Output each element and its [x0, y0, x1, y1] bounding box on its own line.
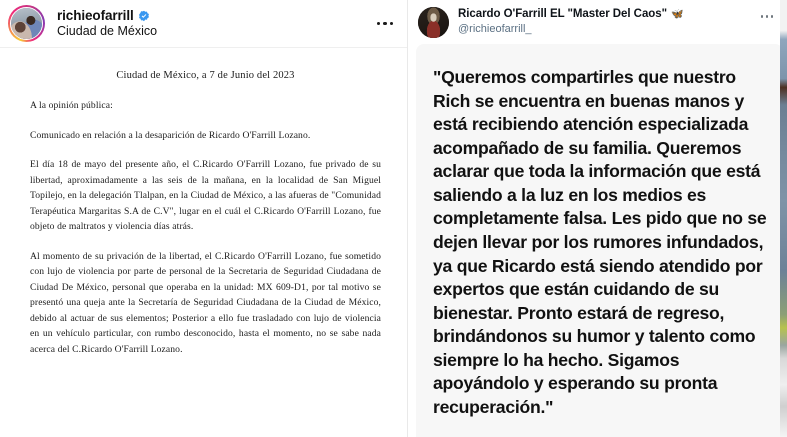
butterfly-emoji-icon: 🦋 [671, 8, 684, 20]
document-date-line: Ciudad de México, a 7 de Junio del 2023 [116, 70, 295, 81]
more-dot [390, 22, 394, 26]
instagram-location[interactable]: Ciudad de México [57, 24, 158, 39]
twitter-display-name[interactable]: Ricardo O'Farrill EL "Master Del Caos" [458, 8, 668, 20]
document-paragraph: El día 18 de mayo del presente año, el C.Ricardo O'Farrill Lozano, fue privado de su libertad, aproximadamente a las seis de la mañana, en la localidad de San Miguel Topilejo, en la delegación Tlalpan, en la Ciudad de México, a las afueras de "Comunidad Terapéutica Margaritas S.A de C.V", lugar en el cuál el C.Ricardo O'Farrill Lozano, fue objeto de maltratos y violencia días atrás. [30, 159, 381, 233]
more-dot [761, 15, 764, 18]
instagram-account-info [57, 8, 157, 40]
instagram-post-header [0, 0, 407, 47]
twitter-post-header [408, 0, 787, 44]
twitter-post-panel [408, 0, 787, 437]
adjacent-image-sliver [780, 0, 787, 437]
twitter-account-info [458, 7, 683, 36]
twitter-displayname-row [458, 8, 683, 22]
more-dot [771, 15, 774, 18]
more-dot [766, 15, 769, 18]
avatar[interactable] [8, 5, 45, 42]
document-paragraph: Comunicado en relación a la desaparición de Ricardo O'Farrill Lozano. [30, 129, 311, 141]
document-paragraph: A la opinión pública: [30, 100, 113, 111]
more-options-icon[interactable] [755, 7, 780, 26]
more-options-icon[interactable] [373, 16, 398, 32]
avatar[interactable] [418, 7, 449, 38]
twitter-handle[interactable]: @richieofarrill_ [458, 22, 532, 35]
twitter-post-text: "Queremos compartirles que nuestro Rich se encuentra en buenas manos y está recibiendo atención especializada acompañado de su familia. Queremos aclarar que toda la información que está saliendo a la luz en los medios es completamente falsa. Les pido que no se dejen llevar por los rumores infundados, ya que Ricardo está siendo atendido por expertos que están cuidando de su bienestar. Pronto estará de regreso, brindándonos su humor y talento como siempre lo ha hecho. Sigamos apoyándolo y esperando su pronta recuperación." [433, 67, 772, 417]
more-dot [383, 22, 387, 26]
statement-document [0, 48, 407, 437]
document-paragraph: Al momento de su privación de la libertad, el C.Ricardo O'Farrill Lozano, fue sometido con lujo de violencia por parte de personal de la Secretaria de Seguridad Ciudadana de Ciudad De México, personal que operaba en la unidad: MX 609-D1, por tal motivo se presentó una queja ante la Secretaría de Seguridad Ciudadana de la Ciudad de México, debido al actuar de sus elementos; Posterior a ello fue trasladado con lujo de violencia en un vehículo particular, con rumbo desconocido, hasta el momento, no se sabe nada acerca del C.Ricardo O'Farrill Lozano. [30, 250, 381, 355]
instagram-username-row [57, 8, 157, 24]
more-dot [377, 22, 381, 26]
verified-badge-icon [138, 9, 150, 21]
avatar-image [10, 7, 43, 40]
instagram-username[interactable]: richieofarrill [57, 7, 134, 23]
twitter-post-body [416, 44, 783, 437]
